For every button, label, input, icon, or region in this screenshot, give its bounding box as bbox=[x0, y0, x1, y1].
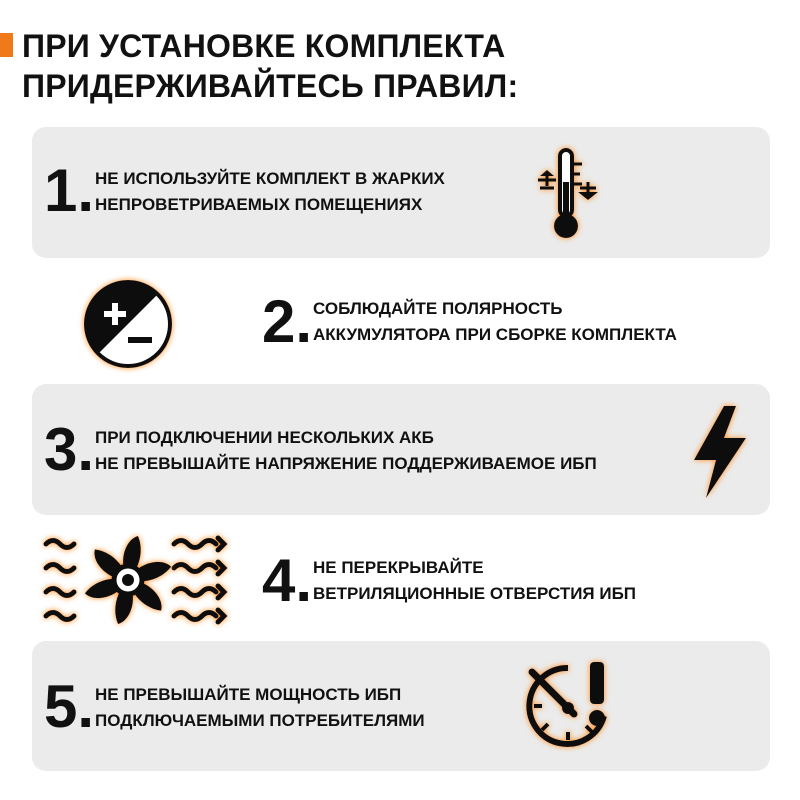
rule-text-1-line2: НЕПРОВЕТРИВАЕМЫХ ПОМЕЩЕНИЯХ bbox=[95, 195, 423, 214]
lightning-icon bbox=[690, 404, 750, 500]
overload-gauge-icon bbox=[522, 658, 612, 754]
page-title bbox=[22, 26, 518, 106]
rule-text-5-line1: НЕ ПРЕВЫШАЙТЕ МОЩНОСТЬ ИБП bbox=[95, 685, 402, 704]
rule-number-3: 3. bbox=[44, 416, 95, 483]
fan-icon bbox=[40, 530, 235, 630]
rule-number-5: 5. bbox=[44, 673, 95, 740]
rule-text-5 bbox=[95, 682, 425, 734]
rule-text-2-line2: АККУМУЛЯТОРА ПРИ СБОРКЕ КОМПЛЕКТА bbox=[313, 325, 677, 344]
rule-text-2 bbox=[313, 296, 677, 348]
rule-text-3-line2: НЕ ПРЕВЫШАЙТЕ НАПРЯЖЕНИЕ ПОДДЕРЖИВАЕМОЕ ИБП bbox=[95, 454, 597, 473]
rule-number-4: 4. bbox=[262, 547, 313, 614]
rule-number-1: 1. bbox=[44, 157, 95, 224]
rule-text-3 bbox=[95, 425, 597, 477]
rule-text-3-line1: ПРИ ПОДКЛЮЧЕНИИ НЕСКОЛЬКИХ АКБ bbox=[95, 428, 434, 447]
thermometer-icon bbox=[530, 144, 600, 244]
rule-text-4 bbox=[313, 555, 636, 607]
rule-text-4-line1: НЕ ПЕРЕКРЫВАЙТЕ bbox=[313, 558, 484, 577]
header-accent-bar bbox=[0, 33, 13, 57]
rule-text-4-line2: ВЕТРИЛЯЦИОННЫЕ ОТВЕРСТИЯ ИБП bbox=[313, 584, 637, 603]
rule-text-1-line1: НЕ ИСПОЛЬЗУЙТЕ КОМПЛЕКТ В ЖАРКИХ bbox=[95, 169, 445, 188]
rule-number-2: 2. bbox=[262, 288, 313, 355]
rule-text-5-line2: ПОДКЛЮЧАЕМЫМИ ПОТРЕБИТЕЛЯМИ bbox=[95, 711, 425, 730]
rule-text-2-line1: СОБЛЮДАЙТЕ ПОЛЯРНОСТЬ bbox=[313, 299, 563, 318]
page-title-line1: ПРИ УСТАНОВКЕ КОМПЛЕКТА bbox=[22, 28, 506, 64]
polarity-icon bbox=[82, 278, 174, 370]
rule-text-1 bbox=[95, 166, 445, 218]
page-title-line2: ПРИДЕРЖИВАЙТЕСЬ ПРАВИЛ: bbox=[22, 68, 519, 104]
